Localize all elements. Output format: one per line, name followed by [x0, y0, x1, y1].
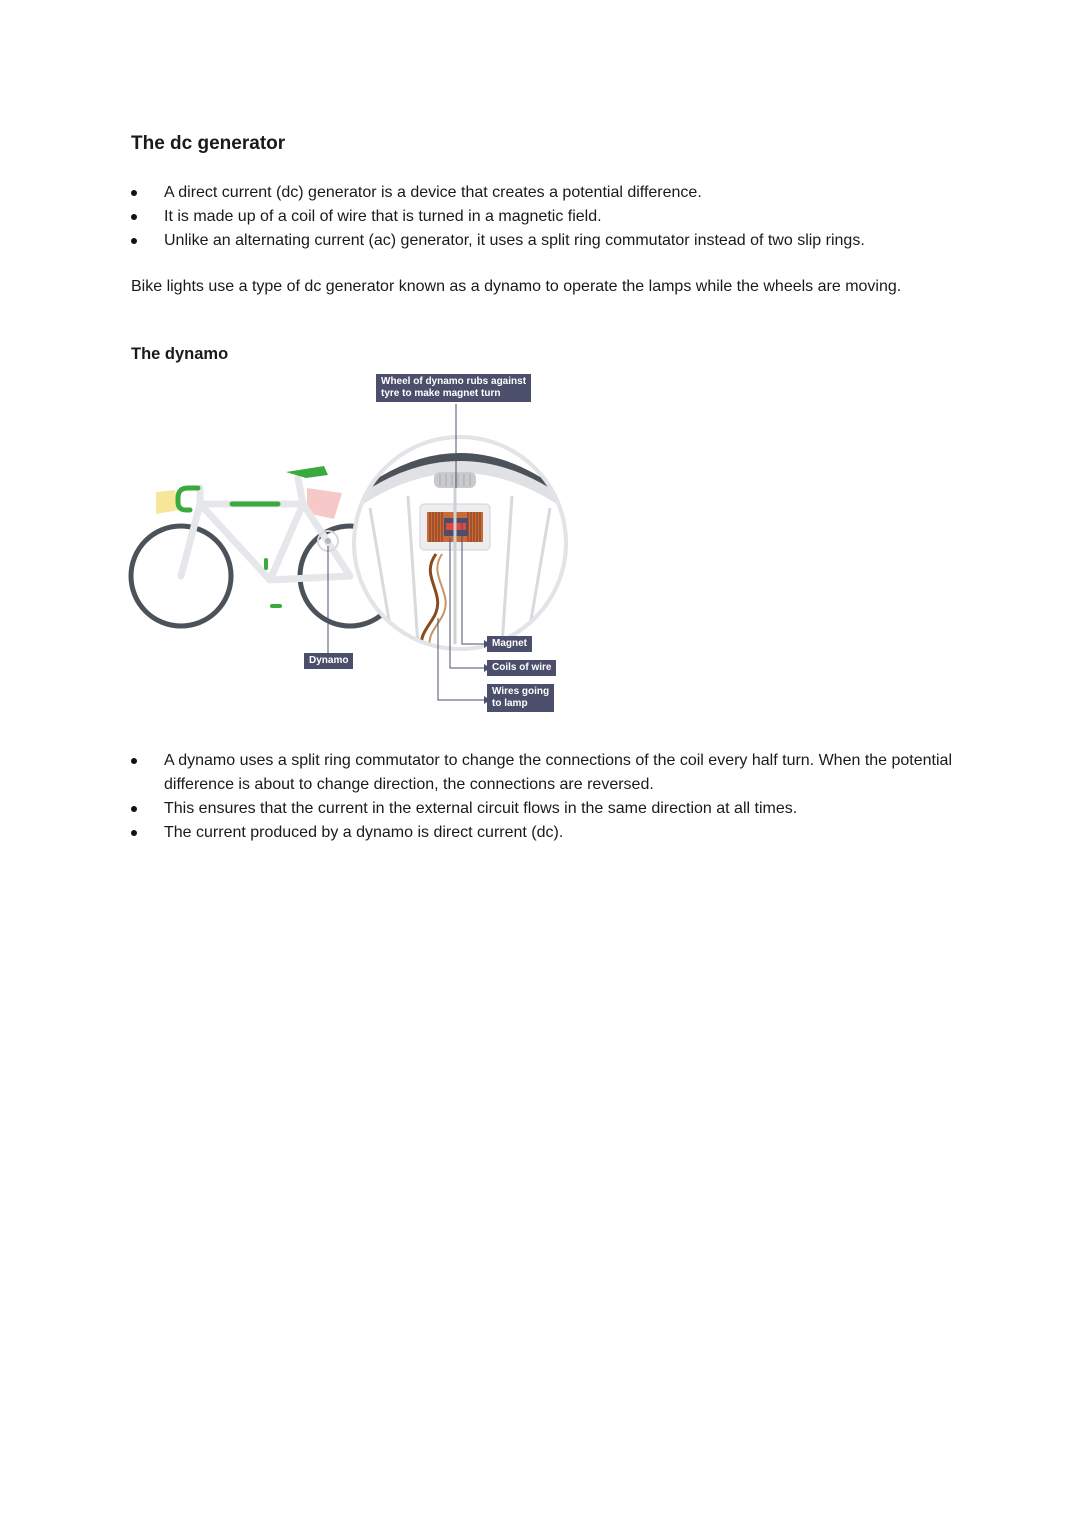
- dynamo-hub: [325, 538, 331, 544]
- handlebar: [178, 488, 198, 510]
- list-item: The current produced by a dynamo is direct current (dc).: [0, 821, 954, 845]
- magnet-label: Magnet: [487, 636, 532, 652]
- wheel-label-line2: tyre to make magnet turn: [381, 388, 501, 399]
- list-item: Unlike an alternating current (ac) generator, it uses a split ring commutator instead of two slip rings.: [0, 229, 944, 253]
- list-item: This ensures that the current in the external circuit flows in the same direction at all times.: [0, 797, 954, 821]
- dynamo-bullet-list: [0, 749, 954, 845]
- coils-label: Coils of wire: [487, 660, 556, 676]
- intro-bullet-list: [0, 181, 944, 253]
- zoom-inset: [350, 437, 570, 649]
- dynamo-diagram: [120, 368, 580, 718]
- wires-label-line2: to lamp: [492, 698, 528, 709]
- bike-lights-paragraph: Bike lights use a type of dc generator known as a dynamo to operate the lamps while the wheels are moving.: [131, 278, 902, 295]
- dynamo-heading: The dynamo: [131, 345, 229, 363]
- list-item: A dynamo uses a split ring commutator to change the connections of the coil every half turn. When the potential difference is about to change direction, the connections are reversed.: [0, 749, 954, 797]
- saddle: [286, 466, 328, 478]
- wires-label-line1: Wires going: [492, 686, 550, 697]
- wheel-label: [376, 374, 531, 402]
- wires-label: [487, 684, 554, 712]
- list-item: It is made up of a coil of wire that is turned in a magnetic field.: [0, 205, 944, 229]
- wheel-label-line1: Wheel of dynamo rubs against: [381, 376, 527, 387]
- page-title: The dc generator: [131, 133, 286, 154]
- list-item: A direct current (dc) generator is a device that creates a potential difference.: [0, 181, 944, 205]
- dynamo-label: Dynamo: [304, 653, 353, 669]
